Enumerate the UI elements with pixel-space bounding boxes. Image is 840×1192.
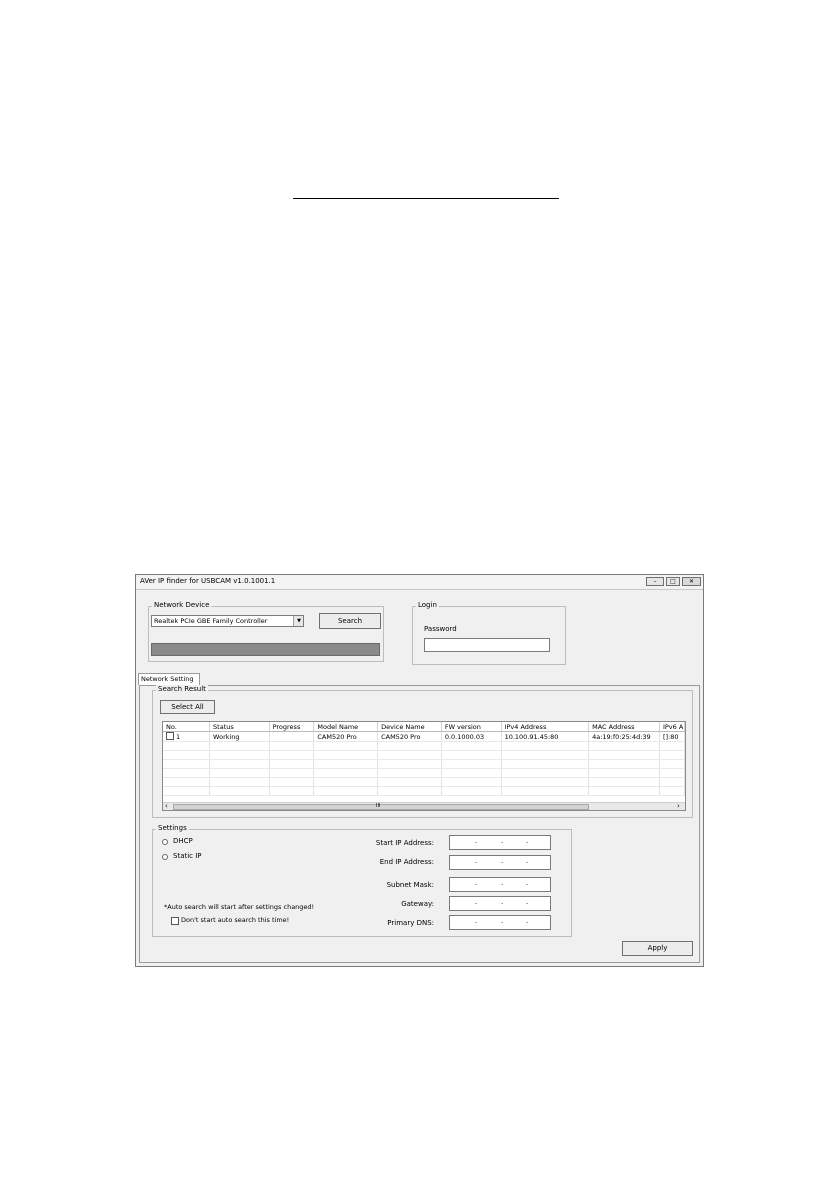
auto-search-note: *Auto search will start after settings changed!	[164, 903, 315, 911]
primary-dns-label: Primary DNS:	[387, 919, 434, 927]
col-model-name[interactable]: Model Name	[314, 722, 378, 732]
col-status[interactable]: Status	[210, 722, 270, 732]
table-row	[163, 760, 685, 769]
col-ipv4-address[interactable]: IPv4 Address	[501, 722, 589, 732]
cell-fw: 0.0.1000.03	[441, 732, 501, 742]
cell-status: Working	[210, 732, 270, 742]
maximize-button[interactable]: □	[666, 577, 680, 586]
end-ip-field[interactable]: . . .	[449, 855, 551, 870]
horizontal-scrollbar[interactable]	[163, 802, 685, 811]
search-progress-bar	[151, 643, 380, 656]
network-device-value: Realtek PCIe GBE Family Controller	[154, 617, 268, 625]
dhcp-label: DHCP	[173, 837, 193, 845]
tab-network-setting[interactable]: Network Setting	[138, 673, 200, 685]
network-device-select[interactable]	[151, 615, 304, 627]
select-all-button[interactable]: Select All	[160, 700, 215, 714]
row-checkbox[interactable]	[166, 732, 174, 740]
title-bar	[136, 575, 703, 590]
login-group	[412, 606, 566, 665]
static-ip-label: Static IP	[173, 852, 202, 860]
subnet-mask-field[interactable]: . . .	[449, 877, 551, 892]
login-label: Login	[418, 601, 437, 609]
col-progress[interactable]: Progress	[269, 722, 314, 732]
dont-start-checkbox[interactable]	[171, 917, 179, 925]
static-ip-radio[interactable]	[162, 854, 168, 860]
table-row	[163, 787, 685, 796]
cell-ipv4: 10.100.91.45:80	[501, 732, 589, 742]
close-button[interactable]: ✕	[682, 577, 701, 586]
cell-progress	[269, 732, 314, 742]
table-row	[163, 742, 685, 751]
search-button[interactable]: Search	[319, 613, 381, 629]
chevron-down-icon[interactable]: ▼	[293, 616, 304, 626]
end-ip-label: End IP Address:	[379, 858, 434, 866]
dhcp-radio[interactable]	[162, 839, 168, 845]
col-mac-address[interactable]: MAC Address	[589, 722, 660, 732]
search-result-grid	[162, 721, 686, 811]
window-title: AVer IP finder for USBCAM v1.0.1001.1	[140, 577, 276, 585]
cell-device: CAM520 Pro	[378, 732, 442, 742]
app-window	[135, 574, 704, 967]
apply-button[interactable]: Apply	[622, 941, 693, 956]
page-rule	[293, 198, 559, 199]
minimize-button[interactable]: –	[646, 577, 664, 586]
col-ipv6-address[interactable]: IPv6 A	[659, 722, 684, 732]
cell-ipv6: []:80	[659, 732, 684, 742]
scroll-right-icon[interactable]: ›	[677, 802, 680, 810]
cell-mac: 4a:19:f0:25:4d:39	[589, 732, 660, 742]
settings-label: Settings	[158, 824, 187, 832]
start-ip-label: Start IP Address:	[375, 839, 434, 847]
col-device-name[interactable]: Device Name	[378, 722, 442, 732]
search-result-label: Search Result	[158, 685, 206, 693]
table-row[interactable]	[163, 732, 685, 742]
scroll-left-icon[interactable]: ‹	[165, 802, 168, 810]
primary-dns-field[interactable]: . . .	[449, 915, 551, 930]
cell-model: CAM520 Pro	[314, 732, 378, 742]
cell-no: 1	[176, 733, 181, 741]
network-device-label: Network Device	[154, 601, 210, 609]
gateway-label: Gateway:	[401, 900, 434, 908]
subnet-mask-label: Subnet Mask:	[386, 881, 434, 889]
password-label: Password	[424, 625, 457, 633]
gateway-field[interactable]: . . .	[449, 896, 551, 911]
password-field[interactable]	[424, 638, 550, 652]
dont-start-label: Don't start auto search this time!	[181, 916, 290, 924]
start-ip-field[interactable]: . . .	[449, 835, 551, 850]
table-row	[163, 769, 685, 778]
col-no[interactable]: No.	[163, 722, 210, 732]
table-row	[163, 778, 685, 787]
scroll-grip-icon: III	[376, 803, 381, 809]
scrollbar-thumb[interactable]	[173, 804, 589, 810]
progress-fill	[152, 644, 379, 655]
table-row	[163, 751, 685, 760]
col-fw-version[interactable]: FW version	[441, 722, 501, 732]
